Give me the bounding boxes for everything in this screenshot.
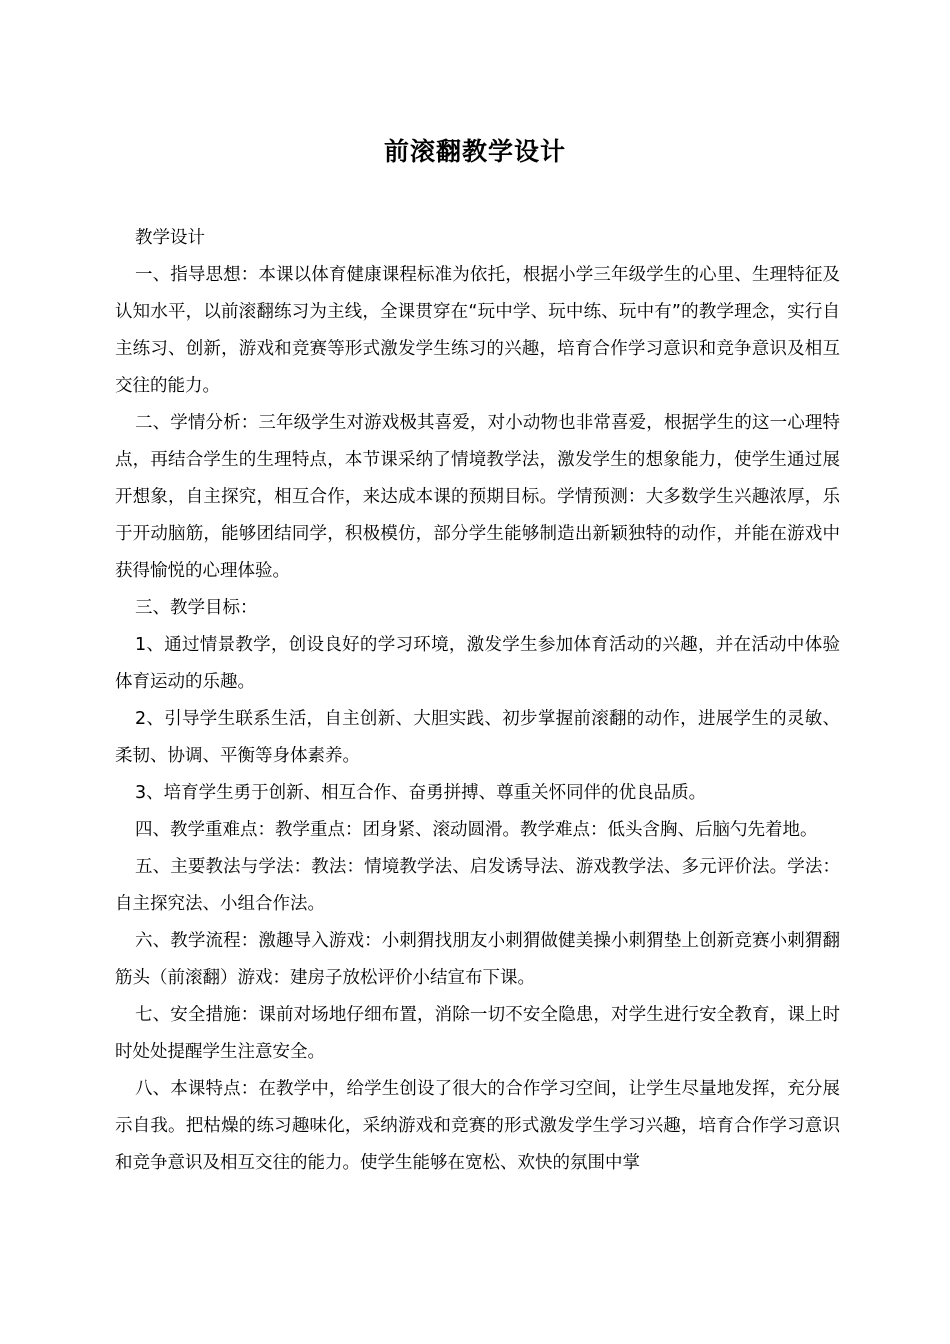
paragraph-safety: 七、安全措施：课前对场地仔细布置，消除一切不安全隐患，对学生进行安全教育，课上时时处处提醒学生注意安全。 <box>115 1005 840 1062</box>
document-body <box>115 220 840 1182</box>
paragraph-key-points: 四、教学重难点：教学重点：团身紧、滚动圆滑。教学难点：低头含胸、后脑勺先着地。 <box>135 820 818 840</box>
document-title: 前滚翻教学设计 <box>383 137 566 166</box>
paragraph-heading: 教学设计 <box>135 228 205 248</box>
paragraph-features: 八、本课特点：在教学中，给学生创设了很大的合作学习空间，让学生尽量地发挥，充分展示自我。把枯燥的练习趣味化，采纳游戏和竞赛的形式激发学生学习兴趣，培育合作学习意识和竞争意识及相互交往的能力。使学生能够在宽松、欢快的氛围中掌 <box>115 1079 840 1173</box>
paragraph-guiding-thought: 一、指导思想：本课以体育健康课程标准为依托，根据小学三年级学生的心里、生理特征及认知水平，以前滚翻练习为主线，全课贯穿在“玩中学、玩中练、玩中有”的教学理念，实行自主练习、创新，游戏和竞赛等形式激发学生练习的兴趣，培育合作学习意识和竞争意识及相互交往的能力。 <box>115 265 840 396</box>
paragraph-objective-3: 3、培育学生勇于创新、相互合作、奋勇拼搏、尊重关怀同伴的优良品质。 <box>135 783 707 803</box>
paragraph-objective-1: 1、通过情景教学，创设良好的学习环境，激发学生参加体育活动的兴趣，并在活动中体验体育运动的乐趣。 <box>115 635 840 692</box>
paragraph-methods: 五、主要教法与学法：教法：情境教学法、启发诱导法、游戏教学法、多元评价法。学法：自主探究法、小组合作法。 <box>115 857 840 914</box>
paragraph-process: 六、教学流程：激趣导入游戏：小刺猬找朋友小刺猬做健美操小刺猬垫上创新竞赛小刺猬翻筋头（前滚翻）游戏：建房子放松评价小结宣布下课。 <box>115 931 840 988</box>
paragraph-objective-2: 2、引导学生联系生活，自主创新、大胆实践、初步掌握前滚翻的动作，进展学生的灵敏、柔韧、协调、平衡等身体素养。 <box>115 709 840 766</box>
paragraph-learner-analysis: 二、学情分析：三年级学生对游戏极其喜爱，对小动物也非常喜爱，根据学生的这一心理特点，再结合学生的生理特点，本节课采纳了情境教学法，激发学生的想象能力，使学生通过展开想象，自主探究，相互合作，来达成本课的预期目标。学情预测：大多数学生兴趣浓厚，乐于开动脑筋，能够团结同学，积极模仿，部分学生能够制造出新颖独特的动作，并能在游戏中获得愉悦的心理体验。 <box>115 413 840 581</box>
paragraph-objectives-heading: 三、教学目标： <box>135 598 258 618</box>
